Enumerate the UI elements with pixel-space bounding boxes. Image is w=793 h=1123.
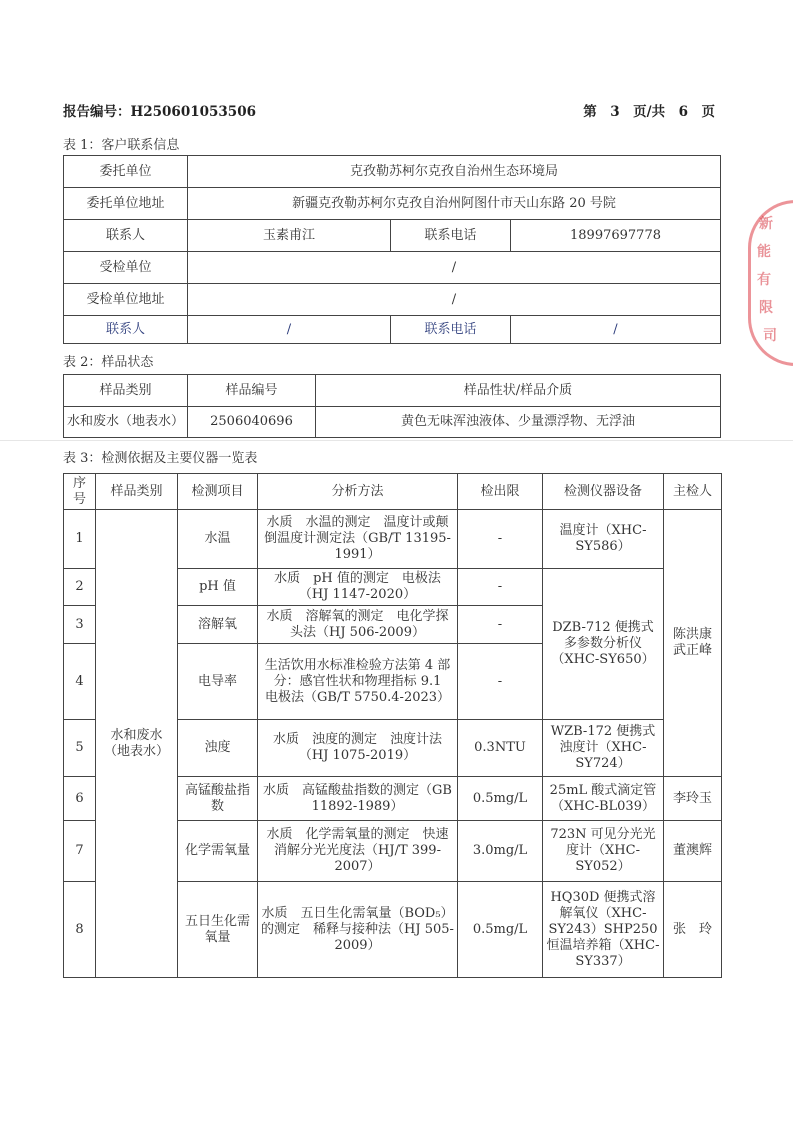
test-item: 溶解氧 — [178, 606, 258, 644]
analysis-method: 水质 浊度的测定 浊度计法（HJ 1075-2019） — [258, 720, 458, 777]
detection-limit: 0.3NTU — [458, 720, 543, 777]
cell-label: 委托单位 — [64, 156, 188, 188]
table-row — [64, 284, 721, 316]
column-header: 序号 — [64, 474, 96, 510]
detection-limit: - — [458, 569, 543, 606]
detection-limit: - — [458, 644, 543, 720]
detection-limit: - — [458, 606, 543, 644]
cell-value: 黄色无味浑浊液体、少量漂浮物、无浮油 — [316, 407, 721, 438]
row-number: 8 — [64, 882, 96, 978]
table-row — [64, 220, 721, 252]
table-header-row — [64, 375, 721, 407]
detection-limit: 0.5mg/L — [458, 777, 543, 821]
report-number: 报告编号：H250601053506 — [63, 104, 256, 120]
cell-value: 玉素甫江 — [188, 220, 391, 252]
sample-category: 水和废水（地表水） — [96, 510, 178, 978]
instrument: 723N 可见分光光度计（XHC-SY052） — [543, 821, 664, 882]
cell-value: 水和废水（地表水） — [64, 407, 188, 438]
test-item: 化学需氧量 — [178, 821, 258, 882]
cell-value: / — [188, 316, 391, 344]
cell-value: 新疆克孜勒苏柯尔克孜自治州阿图什市天山东路 20 号院 — [188, 188, 721, 220]
table-row — [64, 316, 721, 344]
seal-char: 有 — [757, 272, 771, 288]
row-number: 4 — [64, 644, 96, 720]
table-header-row — [64, 474, 722, 510]
table1-caption: 表 1：客户联系信息 — [63, 138, 180, 153]
cell-label: 受检单位地址 — [64, 284, 188, 316]
analysis-method: 水质 溶解氧的测定 电化学探头法（HJ 506-2009） — [258, 606, 458, 644]
instrument: WZB-172 便携式浊度计（XHC-SY724） — [543, 720, 664, 777]
detection-limit: 0.5mg/L — [458, 882, 543, 978]
row-number: 5 — [64, 720, 96, 777]
test-item: 五日生化需氧量 — [178, 882, 258, 978]
inspector: 李玲玉 — [664, 777, 722, 821]
cell-label: 联系电话 — [391, 220, 511, 252]
cell-label: 受检单位 — [64, 252, 188, 284]
column-header: 样品类别 — [96, 474, 178, 510]
method-instrument-table — [63, 473, 722, 978]
table2-caption: 表 2：样品状态 — [63, 355, 154, 370]
cell-value: 2506040696 — [188, 407, 316, 438]
cell-label: 联系电话 — [391, 316, 511, 344]
column-header: 分析方法 — [258, 474, 458, 510]
row-number: 1 — [64, 510, 96, 569]
test-item: 电导率 — [178, 644, 258, 720]
analysis-method: 水质 pH 值的测定 电极法（HJ 1147-2020） — [258, 569, 458, 606]
table-row — [64, 252, 721, 284]
column-header: 样品性状/样品介质 — [316, 375, 721, 407]
column-header: 检测仪器设备 — [543, 474, 664, 510]
test-item: 水温 — [178, 510, 258, 569]
instrument: DZB-712 便携式多参数分析仪（XHC-SY650） — [543, 569, 664, 720]
table-row — [64, 510, 722, 569]
cell-value: 克孜勒苏柯尔克孜自治州生态环境局 — [188, 156, 721, 188]
analysis-method: 水质 五日生化需氧量（BOD₅）的测定 稀释与接种法（HJ 505-2009） — [258, 882, 458, 978]
cell-value: / — [188, 252, 721, 284]
sample-status-table — [63, 374, 721, 438]
analysis-method: 水质 化学需氧量的测定 快速消解分光光度法（HJ/T 399-2007） — [258, 821, 458, 882]
column-header: 样品编号 — [188, 375, 316, 407]
column-header: 主检人 — [664, 474, 722, 510]
table-row — [64, 156, 721, 188]
test-item: 高锰酸盐指数 — [178, 777, 258, 821]
cell-value: / — [188, 284, 721, 316]
row-number: 2 — [64, 569, 96, 606]
instrument: HQ30D 便携式溶解氧仪（XHC-SY243）SHP250 恒温培养箱（XHC-SY337） — [543, 882, 664, 978]
column-header: 样品类别 — [64, 375, 188, 407]
cell-value: / — [511, 316, 721, 344]
cell-value: 18997697778 — [511, 220, 721, 252]
inspector: 董澳辉 — [664, 821, 722, 882]
table-row — [64, 407, 721, 438]
cell-label: 委托单位地址 — [64, 188, 188, 220]
row-number: 6 — [64, 777, 96, 821]
table3-caption: 表 3：检测依据及主要仪器一览表 — [63, 451, 258, 466]
seal-char: 能 — [757, 244, 771, 260]
client-info-table — [63, 155, 721, 344]
cell-label: 联系人 — [64, 220, 188, 252]
table-row — [64, 188, 721, 220]
instrument: 25mL 酸式滴定管（XHC-BL039） — [543, 777, 664, 821]
row-number: 3 — [64, 606, 96, 644]
analysis-method: 水质 高锰酸盐指数的测定（GB 11892-1989） — [258, 777, 458, 821]
test-item: 浊度 — [178, 720, 258, 777]
inspector: 张 玲 — [664, 882, 722, 978]
row-number: 7 — [64, 821, 96, 882]
detection-limit: 3.0mg/L — [458, 821, 543, 882]
report-header — [63, 100, 715, 122]
detection-limit: - — [458, 510, 543, 569]
fold-line — [0, 440, 793, 441]
analysis-method: 水质 水温的测定 温度计或颠倒温度计测定法（GB/T 13195-1991） — [258, 510, 458, 569]
seal-char: 司 — [763, 328, 777, 344]
analysis-method: 生活饮用水标准检验方法第 4 部分：感官性状和物理指标 9.1 电极法（GB/T 5750.4-2023） — [258, 644, 458, 720]
seal-char: 新 — [759, 216, 773, 232]
cell-label: 联系人 — [64, 316, 188, 344]
company-seal — [748, 200, 793, 366]
inspector: 陈洪康武正峰 — [664, 510, 722, 777]
column-header: 检测项目 — [178, 474, 258, 510]
column-header: 检出限 — [458, 474, 543, 510]
page-info: 第 3 页/共 6 页 — [583, 104, 715, 120]
seal-char: 限 — [759, 300, 773, 316]
instrument: 温度计（XHC-SY586） — [543, 510, 664, 569]
test-item: pH 值 — [178, 569, 258, 606]
